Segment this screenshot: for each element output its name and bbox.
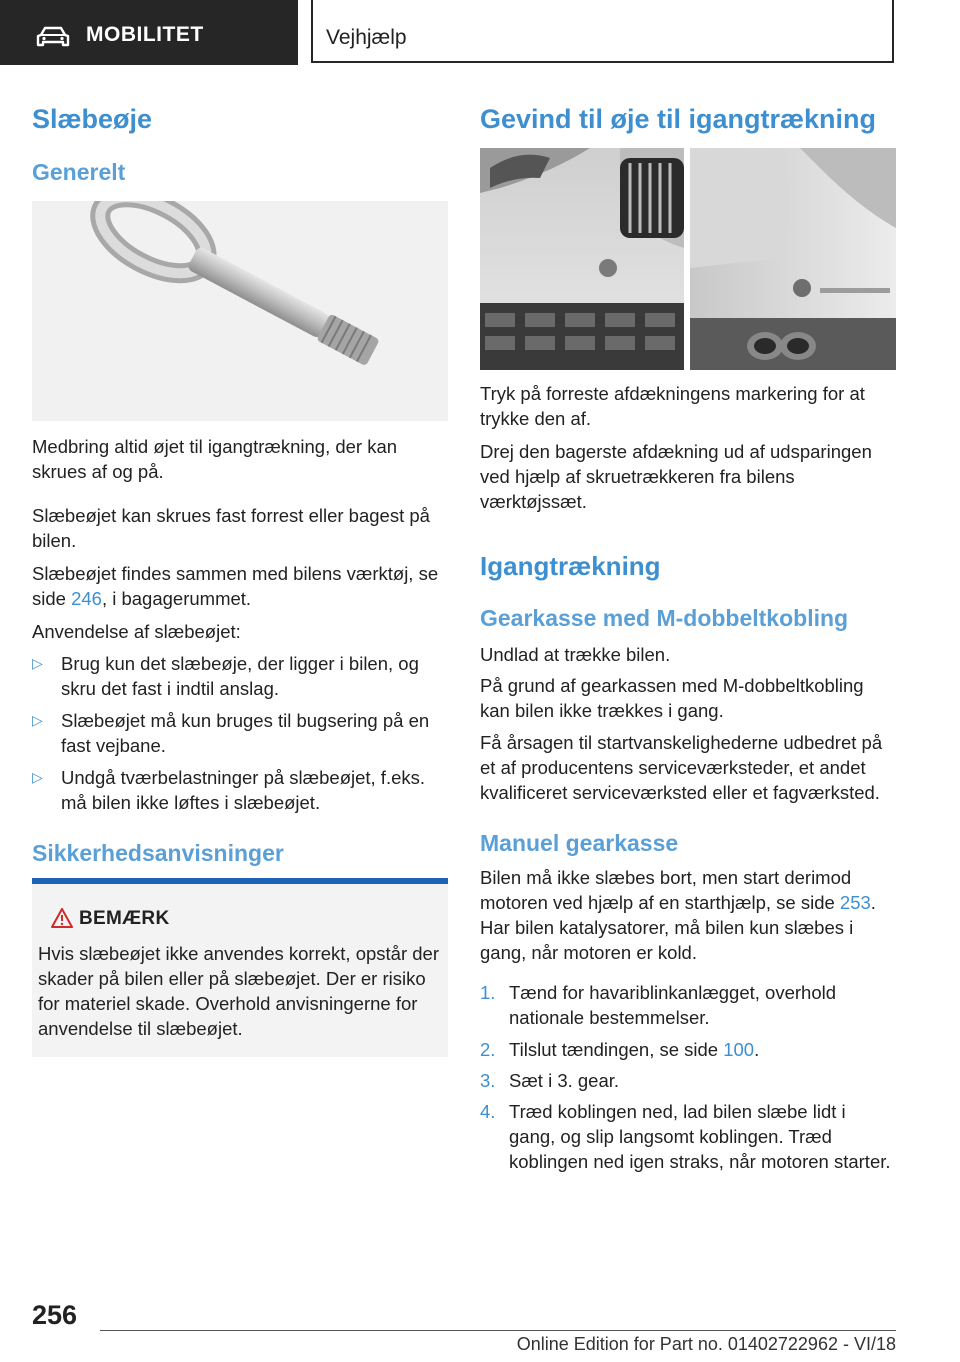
list-item: ▷ Brug kun det slæbeøje, der ligger i bilen, og skru det fast i indtil anslag. [32,653,419,699]
paragraph-with-reference: Bilen må ikke slæbes bort, men start derimod motoren ved hjælp af en starthjælp, se side 253. [480,867,876,913]
section-heading: Slæbeøje [32,104,153,134]
warning-title: BEMÆRK [79,908,170,929]
subsection-heading: Gearkasse med M-dobbeltkobling [480,605,849,631]
paragraph: Tryk på forreste afdækningens markering for at trykke den af. [480,383,865,429]
warning-box [32,878,448,1057]
section-heading: Gevind til øje til igangtrækning [480,104,877,134]
footer-edition: Online Edition for Part no. 01402722962 - VI/18 [516,1334,896,1354]
warning-text: Hvis slæbeøjet ikke anvendes korrekt, opstår der skader på bilen eller på slæbeøjet. Der er risiko for materiel skade. Overhold anvisningerne for anvendelse til slæbeøjet. [38,943,440,1039]
section-heading: Igangtrækning [480,551,661,581]
list-item: ▷ Slæbeøjet må kun bruges til bugsering på en fast vejbane. [32,710,430,756]
numbered-step: 4. Træd koblingen ned, lad bilen slæbe lidt i gang, og slip langsomt koblingen. Træd koblingen ned igen straks, når motoren starter. [480,1101,891,1172]
numbered-step: 1. Tænd for havariblinkanlægget, overhold nationale bestemmelser. [480,982,837,1028]
bumper-photo [480,148,896,370]
paragraph: Har bilen katalysatorer, må bilen kun slæbes i gang, når motoren er kold. [480,917,854,963]
paragraph: Anvendelse af slæbeøjet: [32,621,241,642]
subsection-heading: Manuel gearkasse [480,830,679,856]
footer-divider [100,1330,896,1331]
subsection-heading: Generelt [32,159,126,185]
paragraph-with-reference: Slæbeøjet findes sammen med bilens værktøj, se side 246, i bagagerummet. [32,563,439,609]
warning-triangle-icon [51,908,73,928]
subsection-heading: Sikkerhedsanvisninger [32,840,284,866]
chapter-title: Vejhjælp [326,26,407,49]
numbered-step: 2. Tilslut tændingen, se side 100. [480,1039,760,1060]
paragraph: Undlad at trække bilen. [480,644,671,665]
list-item: ▷ Undgå tværbelastninger på slæbeøjet, f.eks. må bilen ikke løftes i slæbeøjet. [32,767,426,813]
paragraph: Slæbeøjet kan skrues fast forrest eller bagest på bilen. [32,505,430,551]
triangle-bullet-icon: ▷ [32,655,43,671]
paragraph: Medbring altid øjet til igangtrækning, der kan skrues af og på. [32,436,398,482]
paragraph: Få årsagen til startvanskelighederne udbedret på et af producentens serviceværksteder, et andet kvalificeret serviceværksted eller et fagværksted. [480,732,883,803]
chapter-tab[interactable] [311,0,894,63]
triangle-bullet-icon: ▷ [32,769,43,785]
tow-eye-illustration [32,201,448,421]
car-icon [36,26,70,48]
paragraph: På grund af gearkassen med M-dobbeltkobling kan bilen ikke trækkes i gang. [480,675,864,721]
triangle-bullet-icon: ▷ [32,712,43,728]
section-title: MOBILITET [86,23,204,46]
numbered-step: 3. Sæt i 3. gear. [480,1070,620,1091]
paragraph: Drej den bagerste afdækning ud af udsparingen ved hjælp af skruetrækkeren fra bilens værktøjssæt. [480,441,872,512]
page-number: 256 [32,1300,78,1330]
section-tab[interactable] [0,0,298,65]
page-reference-link[interactable]: 246 [71,588,102,609]
page-reference-link[interactable]: 100 [723,1039,755,1060]
page-reference-link[interactable]: 253 [839,892,871,913]
